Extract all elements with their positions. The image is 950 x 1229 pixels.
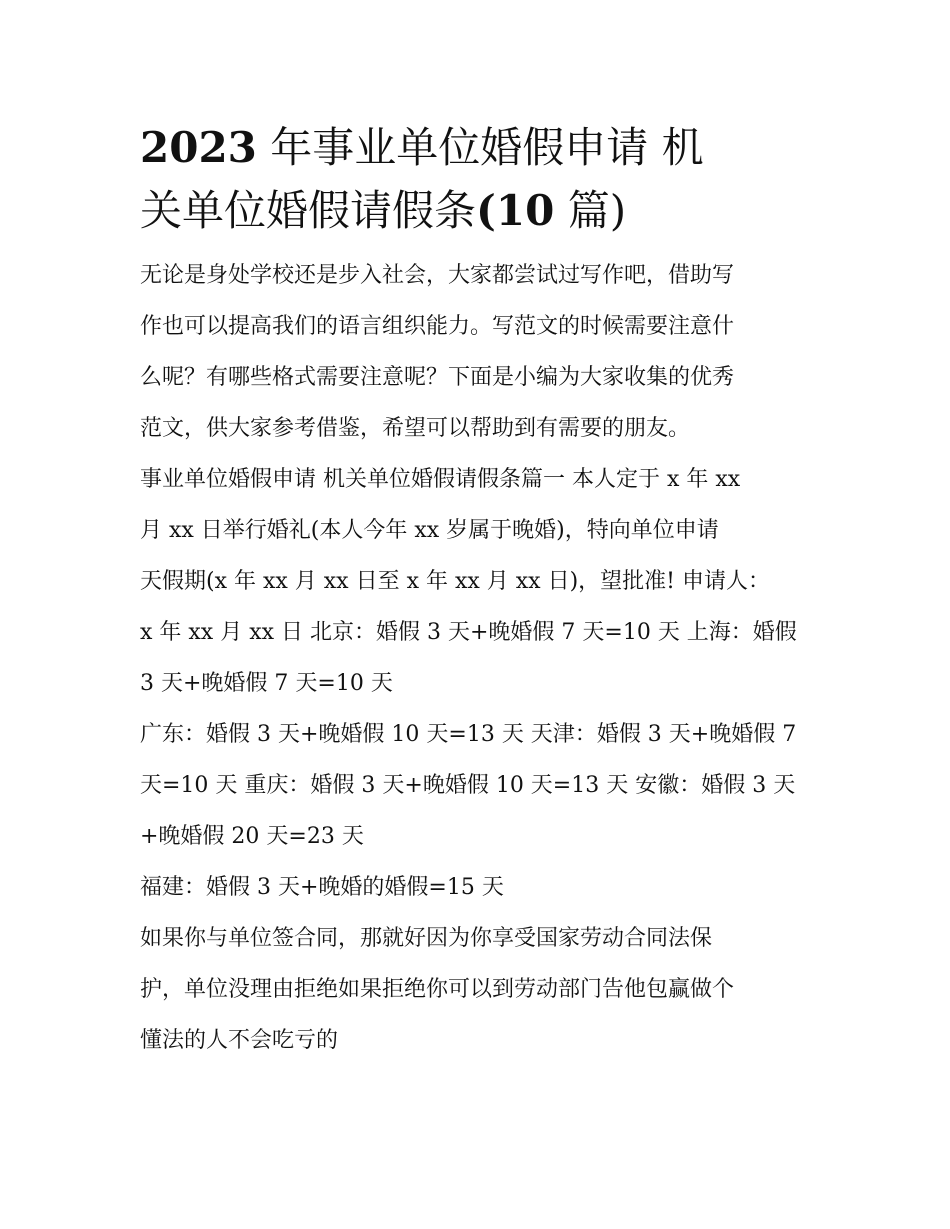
text-line: 护，单位没理由拒绝如果拒绝你可以到劳动部门告他包赢做个 [140, 977, 735, 1002]
paragraph-provinces [140, 709, 820, 862]
title-line-1-rest: 年事业单位婚假申请 机 [270, 123, 704, 172]
text-line: 天假期(x 年 xx 月 xx 日至 x 年 xx 月 xx 日)，望批准! 申请人： [140, 569, 770, 594]
paragraph-intro [140, 250, 820, 454]
title-line-2-end: 篇) [567, 186, 627, 235]
text-line: 3 天+晚婚假 7 天=10 天 [140, 671, 393, 696]
title-line-2 [140, 186, 626, 235]
text-line: 如果你与单位签合同，那就好因为你享受国家劳动合同法保 [140, 926, 713, 951]
text-line: 月 xx 日举行婚礼(本人今年 xx 岁属于晚婚)，特向单位申请 [140, 518, 719, 543]
title-year: 2023 [140, 123, 257, 172]
paragraph-application [140, 454, 820, 709]
text-line: +晚婚假 20 天=23 天 [140, 824, 364, 849]
text-line: 作也可以提高我们的语言组织能力。写范文的时候需要注意什 [140, 314, 735, 339]
text-line: x 年 xx 月 xx 日 北京：婚假 3 天+晚婚假 7 天=10 天 上海：婚假 [140, 620, 797, 645]
text-line: 么呢？有哪些格式需要注意呢？下面是小编为大家收集的优秀 [140, 365, 735, 390]
text-line: 福建：婚假 3 天+晚婚的婚假=15 天 [140, 875, 504, 900]
text-line: 事业单位婚假申请 机关单位婚假请假条篇一 本人定于 x 年 xx [140, 467, 741, 492]
text-line: 天=10 天 重庆：婚假 3 天+晚婚假 10 天=13 天 安徽：婚假 3 天 [140, 773, 796, 798]
title-line-2-text: 关单位婚假请假条 [140, 186, 477, 235]
text-line: 范文，供大家参考借鉴，希望可以帮助到有需要的朋友。 [140, 416, 691, 441]
text-line: 无论是身处学校还是步入社会，大家都尝试过写作吧，借助写 [140, 263, 735, 288]
document-content [140, 116, 820, 1066]
paragraph-fujian [140, 862, 820, 913]
title-line-1 [140, 123, 704, 172]
text-line: 广东：婚假 3 天+晚婚假 10 天=13 天 天津：婚假 3 天+晚婚假 7 [140, 722, 797, 747]
paragraph-contract [140, 913, 820, 1066]
title-count: (10 [476, 186, 555, 235]
text-line: 懂法的人不会吃亏的 [140, 1028, 339, 1053]
document-title [140, 116, 820, 242]
